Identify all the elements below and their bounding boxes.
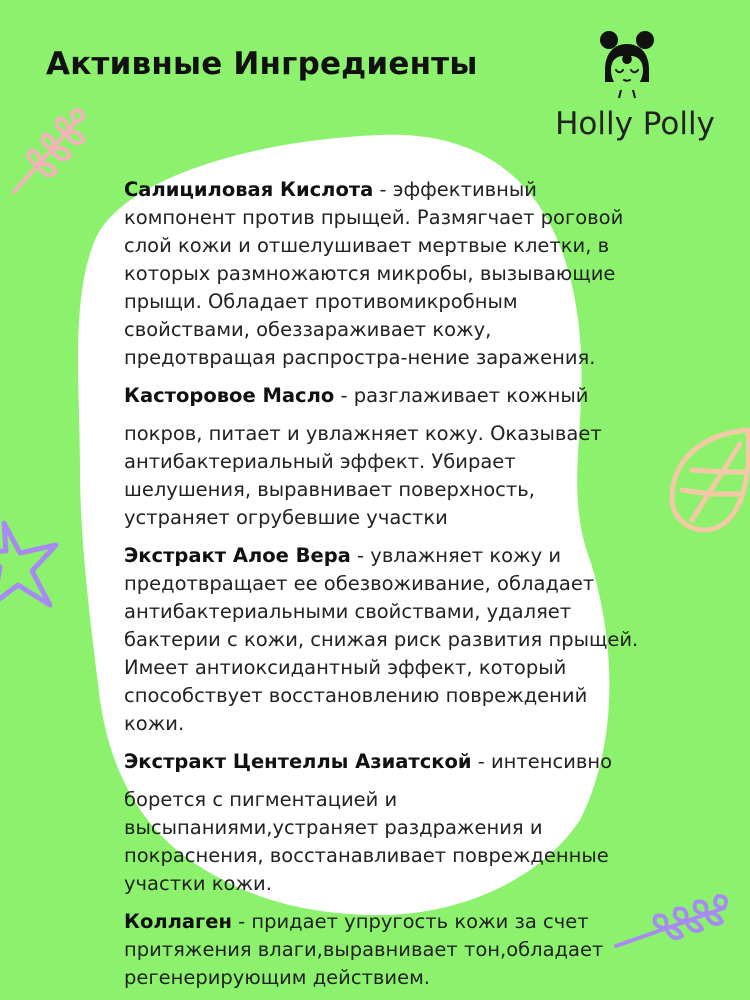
ingredient-desc: предотвращает ее обезвоживание, обладает антибактериальными свойствами, удаляет бактерии с кожи, снижая риск развития прыщей. Имеет антиоксидантный эффект, который способствует восстановлению повреждений кожи. [124, 572, 639, 735]
ingredient-desc-start: - интенсивно [471, 750, 613, 773]
page-title: Активные Ингредиенты [46, 46, 478, 82]
ingredients-list [124, 176, 644, 1000]
purple-star-icon [0, 515, 62, 611]
ingredient-desc-start: - эффективный [373, 178, 537, 201]
pink-wheat-icon [6, 108, 98, 200]
ingredient-name: Экстракт Центеллы Азиатской [124, 750, 472, 773]
ingredient-name: Касторовое Масло [124, 384, 335, 407]
ingredient-castor-oil [124, 382, 644, 532]
ingredient-name: Коллаген [124, 910, 232, 933]
brand-logo [540, 30, 730, 150]
girl-face-icon [597, 30, 657, 100]
ingredient-name: Салициловая Кислота [124, 178, 374, 201]
ingredient-desc: покров, питает и увлажняет кожу. Оказывает антибактериальный эффект. Убирает шелушения, выравнивает поверхность, устраняет огрубевшие участки [124, 422, 602, 529]
ingredient-desc-start: - придает упругость кожи за счет [231, 910, 589, 933]
ingredient-centella [124, 748, 644, 898]
ingredient-collagen [124, 908, 644, 992]
ingredient-desc: борется с пигментацией и высыпаниями,устраняет раздражения и покраснения, восстанавливает поврежденные участки кожи. [124, 788, 609, 895]
ingredient-desc-start: - увлажняет кожу и [350, 544, 562, 567]
ingredient-name: Экстракт Алое Вера [124, 544, 351, 567]
brand-name: Holly Polly [555, 106, 715, 142]
ingredient-salicylic-acid [124, 176, 644, 372]
ingredient-desc-start: - разглаживает кожный [334, 384, 589, 407]
ingredient-desc: притяжения влаги,выравнивает тон,обладает регенерирующим действием. [124, 938, 604, 989]
ingredient-desc: компонент против прыщей. Размягчает роговой слой кожи и отшелушивает мертвые клетки, в которых размножаются микробы, вызывающие прыщи. Обладает противомикробным свойствами, обеззараживает кожу, предотвращая распростра-нение заражения. [124, 206, 624, 369]
peach-leaf-icon [662, 420, 750, 540]
ingredient-aloe-vera [124, 542, 644, 738]
